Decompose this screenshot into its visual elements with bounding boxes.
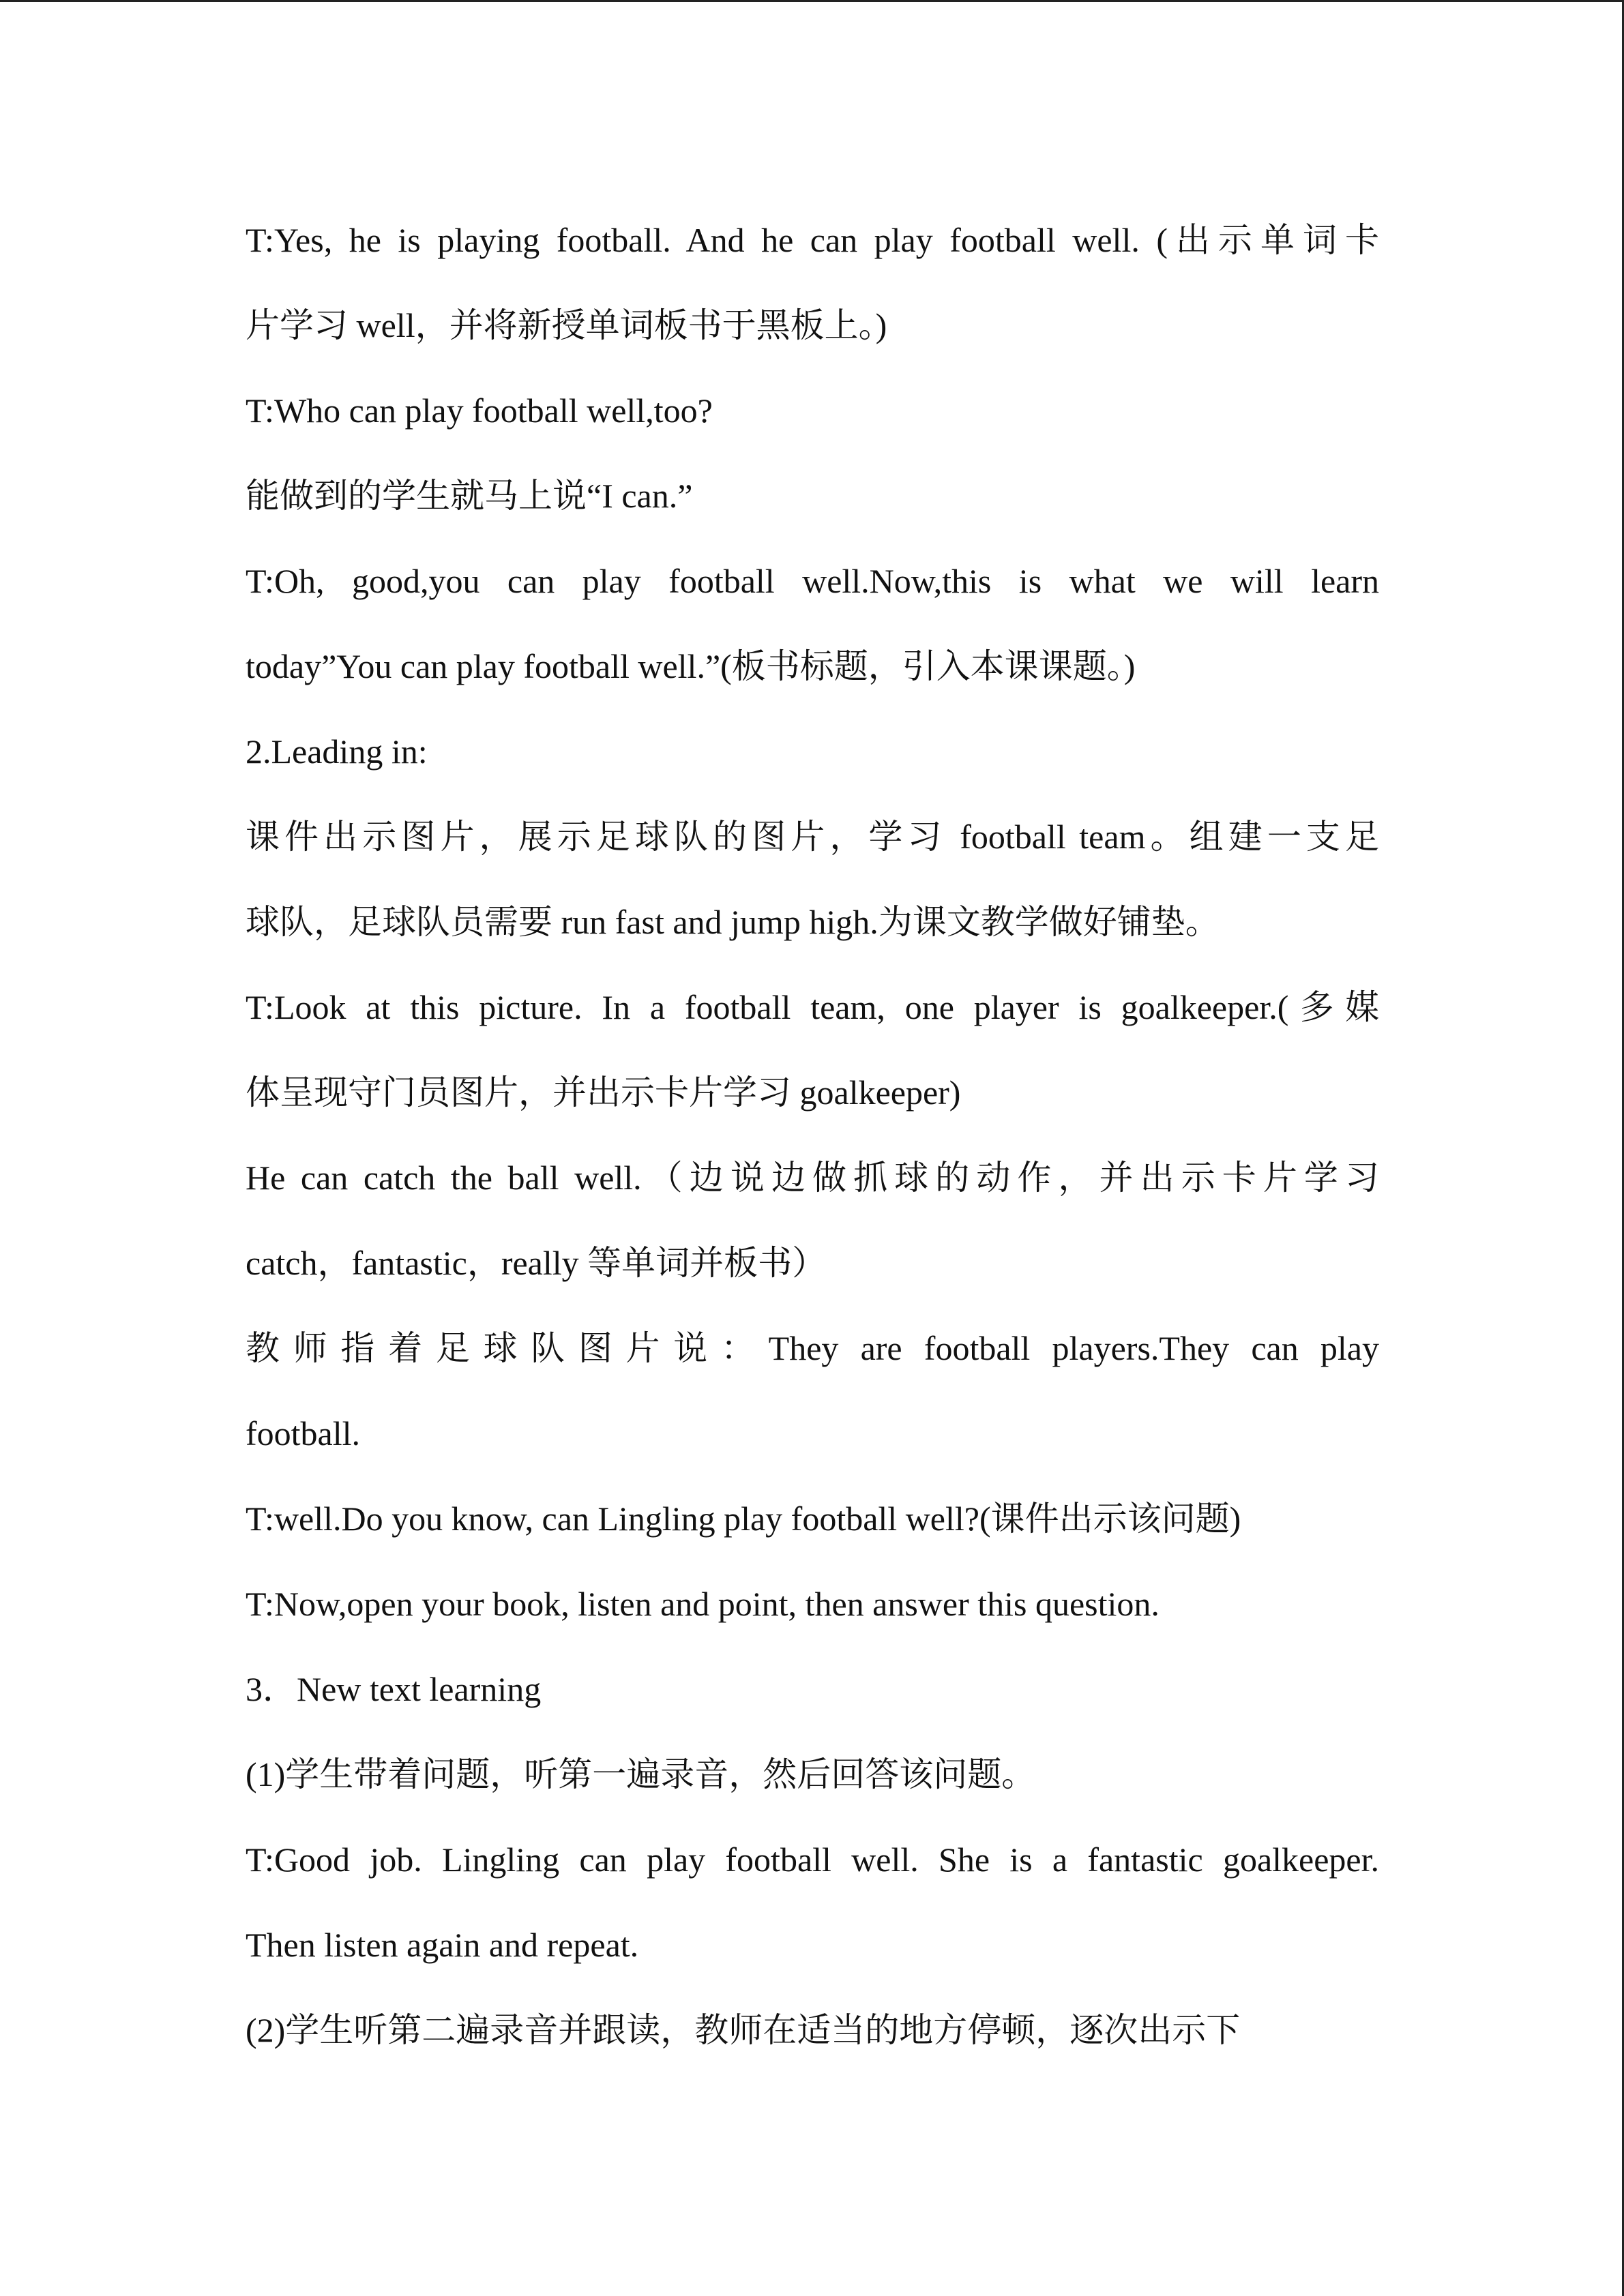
text-line-22: (2)学生听第二遍录音并跟读，教师在适当的地方停顿，逐次出示下	[246, 2011, 1241, 2049]
text-line-1: T:Yes, he is playing football. And he can play football well. (出示单词卡	[246, 221, 1379, 259]
text-line-20: T:Good job. Lingling can play football well. She is a fantastic goalkeeper.	[246, 1840, 1379, 1879]
text-line-11: 体呈现守门员图片，并出示卡片学习 goalkeeper)	[246, 1073, 961, 1112]
text-line-16: T:well.Do you know, can Lingling play football well?(课件出示该问题)	[246, 1500, 1241, 1538]
text-line-4: 能做到的学生就马上说“I can.”	[246, 477, 693, 515]
text-line-19: (1)学生带着问题，听第一遍录音，然后回答该问题。	[246, 1755, 1036, 1793]
text-line-21: Then listen again and repeat.	[246, 1926, 639, 1964]
document-body	[246, 198, 1379, 2073]
text-line-3: T:Who can play football well,too?	[246, 391, 713, 430]
text-line-14: 教师指着足球队图片说：They are football players.They can play	[246, 1329, 1379, 1367]
page-border-top	[0, 0, 1624, 2]
text-line-17: T:Now,open your book, listen and point, then answer this question.	[246, 1585, 1160, 1623]
text-line-2: 片学习 well，并将新授单词板书于黑板上。)	[246, 306, 887, 344]
text-line-9: 球队，足球队员需要 run fast and jump high.为课文教学做好铺垫。	[246, 903, 1220, 941]
text-line-13: catch，fantastic，really 等单词并板书）	[246, 1244, 827, 1282]
section-heading-leading-in: 2.Leading in:	[246, 732, 428, 771]
text-line-6: today”You can play football well.”(板书标题，引入本课课题。)	[246, 647, 1136, 685]
text-line-5: T:Oh, good,you can play football well.Now,this is what we will learn	[246, 562, 1379, 600]
section-heading-new-text-learning: 3．New text learning	[246, 1670, 542, 1708]
text-line-15: football.	[246, 1414, 361, 1452]
text-line-12: He can catch the ball well.（边说边做抓球的动作，并出示卡片学习	[246, 1159, 1379, 1197]
text-line-8: 课件出示图片，展示足球队的图片，学习 football team。组建一支足	[246, 818, 1379, 856]
text-line-10: T:Look at this picture. In a football team, one player is goalkeeper.(多媒	[246, 988, 1379, 1026]
